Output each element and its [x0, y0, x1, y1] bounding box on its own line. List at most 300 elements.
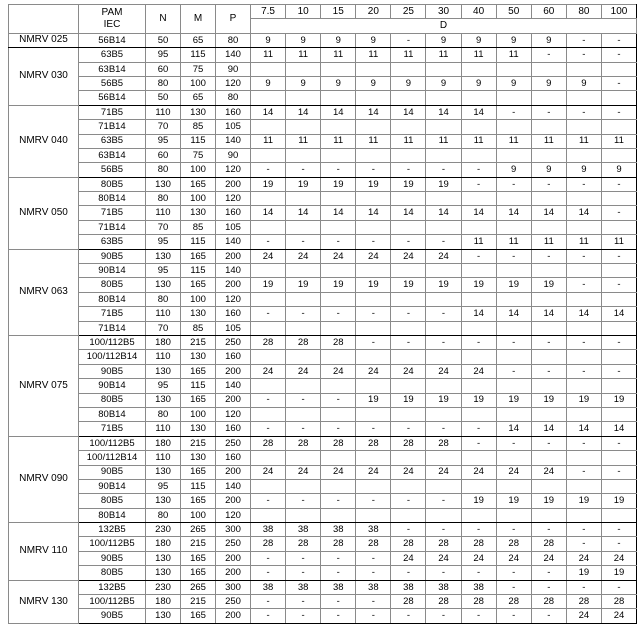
- d-value-cell: [286, 350, 321, 364]
- pam-cell: 80B5: [79, 177, 146, 191]
- d-value-cell: -: [601, 48, 636, 62]
- m-cell: 165: [181, 393, 216, 407]
- model-group-cell: NMRV 130: [9, 580, 79, 623]
- d-value-cell: 9: [251, 33, 286, 47]
- d-value-cell: [566, 479, 601, 493]
- pam-cell: 100/112B14: [79, 451, 146, 465]
- d-value-cell: -: [286, 307, 321, 321]
- m-cell: 165: [181, 551, 216, 565]
- d-value-cell: [566, 379, 601, 393]
- d-value-cell: [496, 264, 531, 278]
- d-value-cell: 24: [321, 364, 356, 378]
- d-value-cell: 9: [286, 76, 321, 90]
- n-cell: 230: [146, 523, 181, 537]
- header-ratio-9: 80: [566, 5, 601, 19]
- d-value-cell: [251, 407, 286, 421]
- d-value-cell: [356, 264, 391, 278]
- d-value-cell: -: [496, 523, 531, 537]
- d-value-cell: 11: [461, 235, 496, 249]
- d-value-cell: [426, 451, 461, 465]
- d-value-cell: 28: [426, 537, 461, 551]
- d-value-cell: [531, 62, 566, 76]
- d-value-cell: 28: [286, 537, 321, 551]
- d-value-cell: 19: [321, 278, 356, 292]
- table-row: [9, 76, 637, 90]
- n-cell: 95: [146, 379, 181, 393]
- model-group-cell: NMRV 063: [9, 249, 79, 335]
- d-value-cell: 14: [321, 105, 356, 119]
- m-cell: 100: [181, 508, 216, 522]
- p-cell: 200: [216, 551, 251, 565]
- d-value-cell: [601, 148, 636, 162]
- d-value-cell: [601, 451, 636, 465]
- d-value-cell: 9: [496, 33, 531, 47]
- d-value-cell: [321, 451, 356, 465]
- d-value-cell: 19: [531, 393, 566, 407]
- d-value-cell: -: [391, 163, 426, 177]
- d-value-cell: -: [286, 163, 321, 177]
- d-value-cell: 11: [601, 134, 636, 148]
- header-ratio-7: 50: [496, 5, 531, 19]
- pam-cell: 71B5: [79, 105, 146, 119]
- d-value-cell: -: [286, 551, 321, 565]
- d-value-cell: -: [566, 177, 601, 191]
- d-value-cell: 19: [496, 278, 531, 292]
- p-cell: 200: [216, 609, 251, 623]
- d-value-cell: 19: [496, 393, 531, 407]
- d-value-cell: -: [391, 566, 426, 580]
- d-value-cell: [321, 321, 356, 335]
- d-value-cell: [461, 264, 496, 278]
- d-value-cell: 19: [391, 177, 426, 191]
- d-value-cell: [286, 379, 321, 393]
- d-value-cell: [356, 148, 391, 162]
- p-cell: 300: [216, 580, 251, 594]
- d-value-cell: -: [356, 235, 391, 249]
- table-row: [9, 206, 637, 220]
- d-value-cell: 24: [426, 364, 461, 378]
- d-value-cell: 24: [566, 609, 601, 623]
- d-value-cell: -: [496, 177, 531, 191]
- m-cell: 65: [181, 91, 216, 105]
- p-cell: 160: [216, 451, 251, 465]
- d-value-cell: [461, 350, 496, 364]
- header-n: N: [146, 5, 181, 34]
- d-value-cell: 28: [426, 595, 461, 609]
- spec-table-container: [8, 4, 636, 624]
- d-value-cell: -: [251, 566, 286, 580]
- d-value-cell: 19: [251, 278, 286, 292]
- d-value-cell: -: [566, 33, 601, 47]
- d-value-cell: -: [391, 494, 426, 508]
- d-value-cell: 14: [601, 422, 636, 436]
- pam-cell: 71B5: [79, 206, 146, 220]
- p-cell: 90: [216, 62, 251, 76]
- d-value-cell: 11: [531, 235, 566, 249]
- d-value-cell: -: [601, 177, 636, 191]
- model-group-cell: NMRV 050: [9, 177, 79, 249]
- d-value-cell: [321, 479, 356, 493]
- d-value-cell: [566, 120, 601, 134]
- d-value-cell: 9: [251, 76, 286, 90]
- d-value-cell: -: [601, 364, 636, 378]
- pam-cell: 56B14: [79, 91, 146, 105]
- d-value-cell: -: [356, 609, 391, 623]
- d-value-cell: -: [321, 609, 356, 623]
- d-value-cell: 19: [391, 278, 426, 292]
- d-value-cell: [286, 91, 321, 105]
- d-value-cell: 11: [321, 134, 356, 148]
- d-value-cell: 11: [356, 48, 391, 62]
- model-group-cell: NMRV 025: [9, 33, 79, 47]
- d-value-cell: [496, 91, 531, 105]
- header-ratio-3: 20: [356, 5, 391, 19]
- p-cell: 200: [216, 249, 251, 263]
- pam-cell: 63B5: [79, 134, 146, 148]
- d-value-cell: -: [426, 307, 461, 321]
- d-value-cell: 24: [391, 551, 426, 565]
- d-value-cell: -: [566, 465, 601, 479]
- n-cell: 80: [146, 407, 181, 421]
- n-cell: 80: [146, 508, 181, 522]
- table-row: [9, 364, 637, 378]
- pam-cell: 80B5: [79, 566, 146, 580]
- d-value-cell: [321, 192, 356, 206]
- n-cell: 70: [146, 220, 181, 234]
- d-value-cell: [426, 264, 461, 278]
- d-value-cell: [496, 120, 531, 134]
- d-value-cell: [461, 451, 496, 465]
- header-ratio-6: 40: [461, 5, 496, 19]
- d-value-cell: 14: [391, 206, 426, 220]
- n-cell: 130: [146, 177, 181, 191]
- m-cell: 115: [181, 134, 216, 148]
- d-value-cell: 28: [321, 436, 356, 450]
- d-value-cell: -: [461, 177, 496, 191]
- d-value-cell: 28: [461, 595, 496, 609]
- n-cell: 130: [146, 566, 181, 580]
- d-value-cell: -: [426, 422, 461, 436]
- d-value-cell: [391, 120, 426, 134]
- pam-cell: 90B14: [79, 264, 146, 278]
- d-value-cell: -: [566, 105, 601, 119]
- d-value-cell: 14: [496, 307, 531, 321]
- d-value-cell: 38: [356, 580, 391, 594]
- d-value-cell: [426, 479, 461, 493]
- d-value-cell: -: [391, 33, 426, 47]
- d-value-cell: 9: [356, 76, 391, 90]
- d-value-cell: -: [601, 278, 636, 292]
- d-value-cell: 9: [426, 76, 461, 90]
- model-group-cell: NMRV 030: [9, 48, 79, 106]
- d-value-cell: -: [356, 307, 391, 321]
- n-cell: 130: [146, 278, 181, 292]
- m-cell: 130: [181, 422, 216, 436]
- d-value-cell: [531, 407, 566, 421]
- n-cell: 110: [146, 451, 181, 465]
- d-value-cell: 19: [426, 177, 461, 191]
- d-value-cell: -: [356, 335, 391, 349]
- d-value-cell: -: [426, 335, 461, 349]
- d-value-cell: 24: [286, 364, 321, 378]
- d-value-cell: [286, 62, 321, 76]
- pam-cell: 56B5: [79, 76, 146, 90]
- table-row: [9, 508, 637, 522]
- d-value-cell: [391, 292, 426, 306]
- d-value-cell: [566, 292, 601, 306]
- pam-cell: 80B14: [79, 407, 146, 421]
- d-value-cell: -: [391, 335, 426, 349]
- d-value-cell: 14: [601, 307, 636, 321]
- d-value-cell: [566, 451, 601, 465]
- d-value-cell: [286, 321, 321, 335]
- d-value-cell: -: [251, 609, 286, 623]
- d-value-cell: -: [356, 422, 391, 436]
- d-value-cell: 28: [601, 595, 636, 609]
- d-value-cell: [356, 321, 391, 335]
- d-value-cell: 24: [251, 249, 286, 263]
- d-value-cell: [356, 292, 391, 306]
- pam-cell: 80B5: [79, 278, 146, 292]
- d-value-cell: -: [321, 235, 356, 249]
- d-value-cell: -: [461, 422, 496, 436]
- d-value-cell: 24: [601, 551, 636, 565]
- pam-cell: 100/112B14: [79, 350, 146, 364]
- p-cell: 160: [216, 350, 251, 364]
- d-value-cell: -: [321, 595, 356, 609]
- d-value-cell: 11: [496, 235, 531, 249]
- d-value-cell: 28: [426, 436, 461, 450]
- table-row: [9, 62, 637, 76]
- d-value-cell: -: [496, 609, 531, 623]
- m-cell: 165: [181, 249, 216, 263]
- d-value-cell: 14: [356, 105, 391, 119]
- m-cell: 100: [181, 407, 216, 421]
- d-value-cell: [531, 120, 566, 134]
- d-value-cell: [391, 508, 426, 522]
- d-value-cell: 9: [321, 33, 356, 47]
- d-value-cell: -: [321, 422, 356, 436]
- d-value-cell: 28: [321, 335, 356, 349]
- m-cell: 115: [181, 479, 216, 493]
- d-value-cell: 9: [531, 163, 566, 177]
- table-row: [9, 192, 637, 206]
- table-row: [9, 120, 637, 134]
- d-value-cell: [251, 292, 286, 306]
- d-value-cell: [601, 264, 636, 278]
- pam-cell: 90B5: [79, 609, 146, 623]
- m-cell: 100: [181, 163, 216, 177]
- d-value-cell: -: [426, 163, 461, 177]
- d-value-cell: 11: [251, 134, 286, 148]
- d-value-cell: 11: [251, 48, 286, 62]
- n-cell: 95: [146, 48, 181, 62]
- m-cell: 265: [181, 523, 216, 537]
- p-cell: 105: [216, 321, 251, 335]
- d-value-cell: -: [356, 566, 391, 580]
- d-value-cell: [531, 220, 566, 234]
- d-value-cell: 38: [321, 523, 356, 537]
- m-cell: 130: [181, 206, 216, 220]
- m-cell: 100: [181, 292, 216, 306]
- m-cell: 100: [181, 76, 216, 90]
- d-value-cell: 19: [391, 393, 426, 407]
- d-value-cell: [601, 407, 636, 421]
- n-cell: 70: [146, 120, 181, 134]
- p-cell: 120: [216, 76, 251, 90]
- d-value-cell: [251, 479, 286, 493]
- d-value-cell: [601, 350, 636, 364]
- d-value-cell: [391, 264, 426, 278]
- d-value-cell: 9: [496, 163, 531, 177]
- header-pam-iec: [79, 5, 146, 34]
- pam-cell: 71B5: [79, 307, 146, 321]
- d-value-cell: [461, 407, 496, 421]
- d-value-cell: [356, 192, 391, 206]
- d-value-cell: -: [391, 422, 426, 436]
- d-value-cell: 38: [286, 523, 321, 537]
- d-value-cell: -: [286, 393, 321, 407]
- d-value-cell: 19: [531, 494, 566, 508]
- p-cell: 250: [216, 436, 251, 450]
- d-value-cell: [321, 350, 356, 364]
- n-cell: 130: [146, 364, 181, 378]
- header-ratio-4: 25: [391, 5, 426, 19]
- d-value-cell: -: [531, 249, 566, 263]
- pam-cell: 100/112B5: [79, 436, 146, 450]
- d-value-cell: [251, 192, 286, 206]
- d-value-cell: [426, 292, 461, 306]
- n-cell: 80: [146, 292, 181, 306]
- d-value-cell: 38: [251, 580, 286, 594]
- model-group-cell: NMRV 075: [9, 335, 79, 436]
- table-header: [9, 5, 637, 34]
- d-value-cell: [321, 91, 356, 105]
- d-value-cell: -: [566, 48, 601, 62]
- m-cell: 85: [181, 321, 216, 335]
- d-value-cell: [496, 479, 531, 493]
- p-cell: 160: [216, 307, 251, 321]
- d-value-cell: [286, 451, 321, 465]
- header-ratio-5: 30: [426, 5, 461, 19]
- d-value-cell: 24: [321, 249, 356, 263]
- n-cell: 110: [146, 422, 181, 436]
- pam-cell: 90B5: [79, 249, 146, 263]
- d-value-cell: 19: [601, 393, 636, 407]
- m-cell: 100: [181, 192, 216, 206]
- d-value-cell: [531, 508, 566, 522]
- d-value-cell: 24: [461, 551, 496, 565]
- d-value-cell: 14: [286, 206, 321, 220]
- d-value-cell: 19: [496, 494, 531, 508]
- d-value-cell: -: [496, 566, 531, 580]
- m-cell: 85: [181, 120, 216, 134]
- d-value-cell: 9: [461, 76, 496, 90]
- d-value-cell: -: [566, 249, 601, 263]
- d-value-cell: 11: [566, 235, 601, 249]
- header-ratio-2: 15: [321, 5, 356, 19]
- table-row: [9, 494, 637, 508]
- table-row: [9, 33, 637, 47]
- table-row: [9, 580, 637, 594]
- m-cell: 115: [181, 48, 216, 62]
- pam-cell: 63B5: [79, 235, 146, 249]
- table-row: [9, 379, 637, 393]
- d-value-cell: -: [566, 436, 601, 450]
- table-row: [9, 436, 637, 450]
- n-cell: 110: [146, 307, 181, 321]
- table-row: [9, 48, 637, 62]
- d-value-cell: 24: [251, 465, 286, 479]
- d-value-cell: 28: [496, 595, 531, 609]
- d-value-cell: -: [601, 206, 636, 220]
- m-cell: 215: [181, 537, 216, 551]
- n-cell: 130: [146, 393, 181, 407]
- d-value-cell: [531, 192, 566, 206]
- n-cell: 80: [146, 163, 181, 177]
- d-value-cell: [461, 148, 496, 162]
- n-cell: 50: [146, 91, 181, 105]
- d-value-cell: [426, 91, 461, 105]
- d-value-cell: -: [601, 335, 636, 349]
- table-row: [9, 451, 637, 465]
- table-row: [9, 609, 637, 623]
- d-value-cell: 38: [251, 523, 286, 537]
- d-value-cell: 38: [461, 580, 496, 594]
- d-value-cell: 28: [461, 537, 496, 551]
- d-value-cell: 11: [391, 134, 426, 148]
- d-value-cell: -: [251, 235, 286, 249]
- d-value-cell: [461, 508, 496, 522]
- d-value-cell: 14: [531, 206, 566, 220]
- header-model: [9, 5, 79, 34]
- n-cell: 80: [146, 76, 181, 90]
- d-value-cell: -: [566, 335, 601, 349]
- d-value-cell: -: [251, 163, 286, 177]
- d-value-cell: -: [531, 335, 566, 349]
- n-cell: 60: [146, 62, 181, 76]
- m-cell: 115: [181, 264, 216, 278]
- m-cell: 130: [181, 307, 216, 321]
- p-cell: 160: [216, 422, 251, 436]
- d-value-cell: [391, 407, 426, 421]
- d-value-cell: 11: [321, 48, 356, 62]
- d-value-cell: -: [566, 537, 601, 551]
- d-value-cell: 28: [391, 436, 426, 450]
- d-value-cell: 9: [356, 33, 391, 47]
- d-value-cell: [251, 508, 286, 522]
- pam-cell: 63B5: [79, 48, 146, 62]
- d-value-cell: -: [461, 163, 496, 177]
- d-value-cell: -: [531, 580, 566, 594]
- d-value-cell: [391, 220, 426, 234]
- d-value-cell: [531, 451, 566, 465]
- table-row: [9, 220, 637, 234]
- d-value-cell: -: [461, 249, 496, 263]
- d-value-cell: [601, 508, 636, 522]
- table-row: [9, 479, 637, 493]
- table-row: [9, 163, 637, 177]
- pam-cell: 90B5: [79, 364, 146, 378]
- pam-cell: 90B14: [79, 479, 146, 493]
- d-value-cell: [531, 379, 566, 393]
- n-cell: 50: [146, 33, 181, 47]
- d-value-cell: 14: [461, 105, 496, 119]
- d-value-cell: 11: [426, 134, 461, 148]
- d-value-cell: -: [531, 566, 566, 580]
- d-value-cell: 24: [356, 364, 391, 378]
- d-value-cell: [426, 350, 461, 364]
